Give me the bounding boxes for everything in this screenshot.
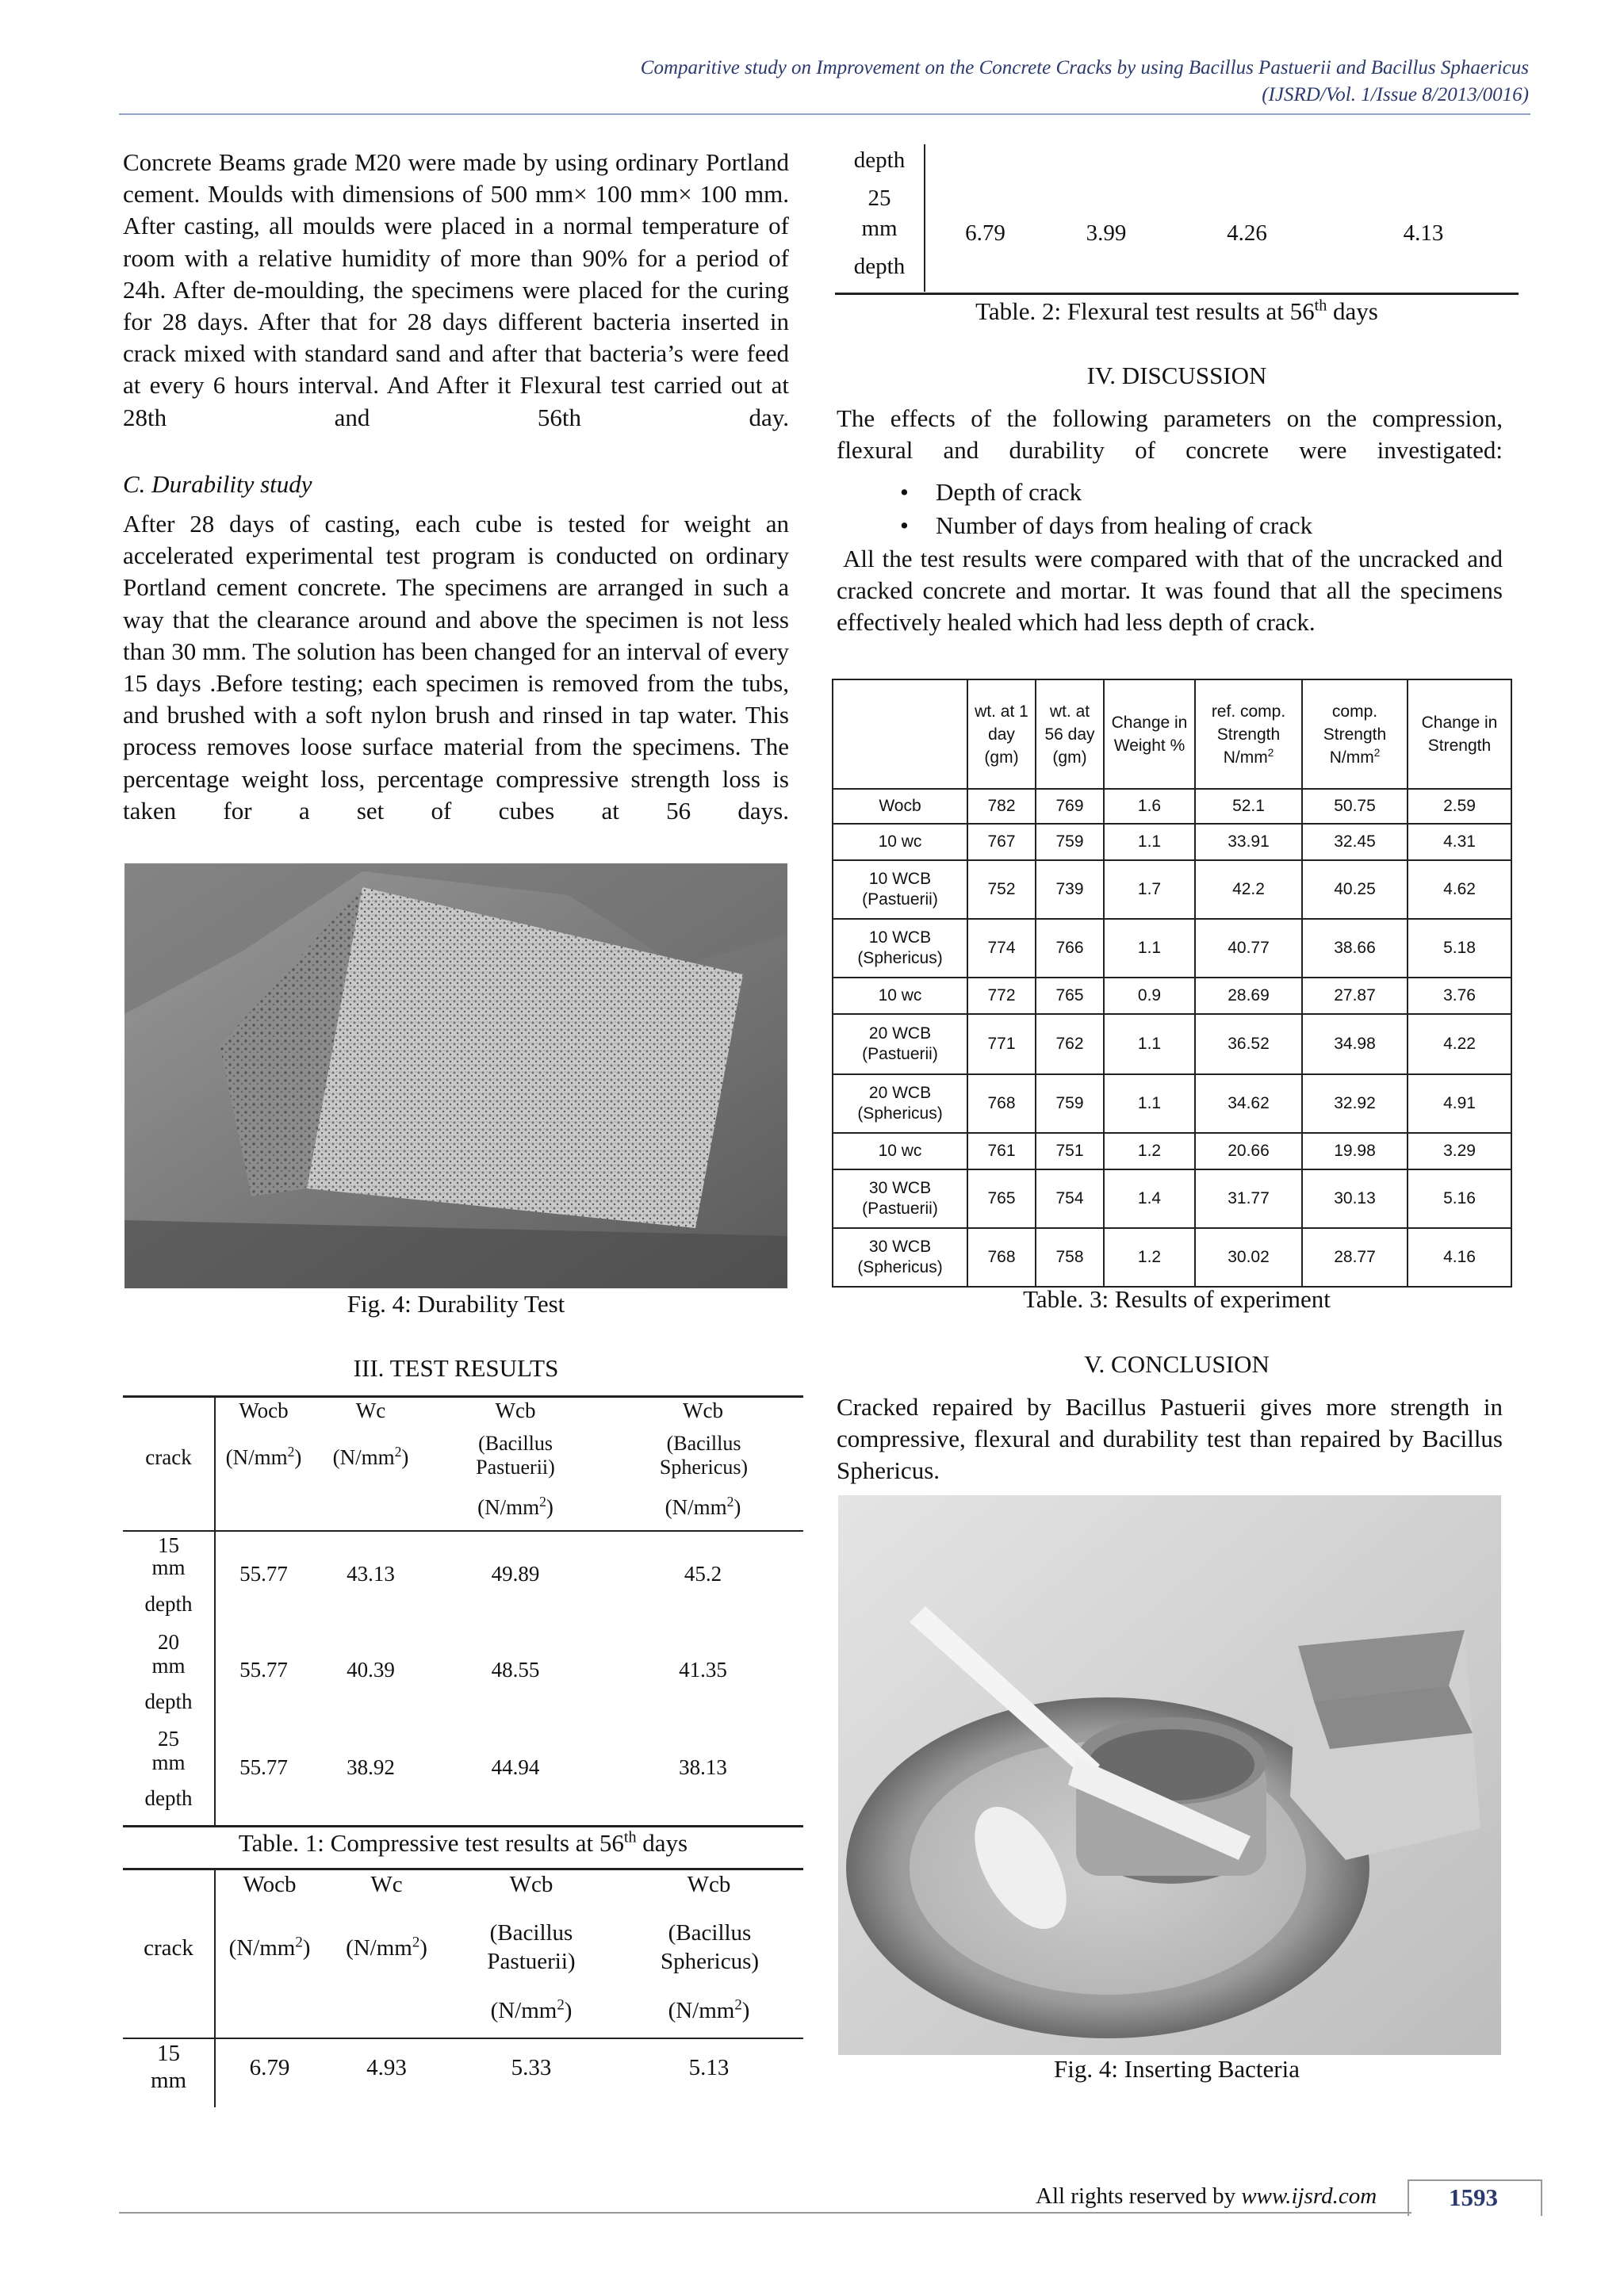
table1-cell: 44.94	[491, 1755, 540, 1779]
table3-cell: 20 WCB (Pastuerii)	[833, 1014, 967, 1074]
header-rule	[119, 113, 1530, 115]
table1-cell: 55.77	[239, 1658, 288, 1682]
table3-caption: Table. 3: Results of experiment	[1023, 1285, 1331, 1313]
table3-cell: 1.1	[1104, 919, 1195, 978]
table3-cell: 4.31	[1408, 824, 1511, 860]
table3-cell: 10 wc	[833, 824, 967, 860]
table2-row25-mm: mm	[861, 216, 898, 241]
table2-bacillus-p: (Bacillus Pastuerii)	[487, 1920, 576, 1974]
paragraph-discussion: The effects of the following parameters on the compression, flexural and durability of concrete were investigated:	[837, 404, 1503, 465]
section-conclusion-heading: V. CONCLUSION	[1084, 1350, 1270, 1378]
table3-cell: 1.2	[1104, 1228, 1195, 1287]
table1-mid-rule	[123, 1530, 803, 1532]
table3-cell: 36.52	[1195, 1014, 1302, 1074]
table3-cell: 772	[967, 978, 1036, 1014]
table2-col-wc: Wc	[370, 1872, 403, 1897]
table-row	[833, 919, 1511, 978]
table3-cell: 10 wc	[833, 978, 967, 1014]
table1-cell: 40.39	[347, 1658, 395, 1682]
table2-top-rule	[123, 1868, 803, 1870]
table3-cell: 28.77	[1302, 1228, 1408, 1287]
table2-unit-wocb: $(N/mm^2)$	[228, 1934, 311, 1961]
running-header-journal: (IJSRD/Vol. 1/Issue 8/2013/0016)	[1262, 84, 1529, 105]
table1-row25-mm: mm	[151, 1751, 186, 1774]
table3-cell: 759	[1036, 824, 1104, 860]
table2-caption: Table. 2: Flexural test results at 56th days	[975, 297, 1378, 325]
table3-cell: 768	[967, 1074, 1036, 1133]
table2-unit-wc: $(N/mm^2)$	[346, 1934, 427, 1961]
table3-cell: 752	[967, 860, 1036, 919]
table-row	[833, 978, 1511, 1014]
table3-header-change-weight: Change in Weight %	[1104, 679, 1195, 789]
footer-rule	[119, 2212, 1411, 2214]
table3-cell: 0.9	[1104, 978, 1195, 1014]
table-row	[833, 860, 1511, 919]
table3-cell: 758	[1036, 1228, 1104, 1287]
table1-top-rule	[123, 1395, 803, 1398]
table-row	[833, 1133, 1511, 1169]
table2-cell: 3.99	[1086, 220, 1127, 246]
table2-cell: 4.93	[366, 2055, 407, 2080]
table2-crack-label: crack	[144, 1935, 193, 1961]
table1-row20-size: 20	[158, 1630, 179, 1654]
paragraph-conclusion: Cracked repaired by Bacillus Pastuerii gives more strength in compressive, flexural and durability test than repaired by Bacillus Sphericus.	[837, 1393, 1503, 1485]
table3-cell: 31.77	[1195, 1169, 1302, 1228]
table1-bacillus-s: (Bacillus Sphericus)	[659, 1432, 749, 1479]
table3-cell: 762	[1036, 1014, 1104, 1074]
table2-mid-rule	[123, 2038, 803, 2039]
table3-cell: 32.45	[1302, 824, 1408, 860]
table2-unit-wcb-p: $(N/mm^2)$	[490, 1996, 573, 2023]
figure4-caption: Fig. 4: Durability Test	[347, 1290, 565, 1318]
figure4b-caption: Fig. 4: Inserting Bacteria	[1054, 2055, 1300, 2083]
table3-cell: 759	[1036, 1074, 1104, 1133]
table1-bottom-rule	[123, 1825, 803, 1827]
table3-cell: 30.02	[1195, 1228, 1302, 1287]
table3-cell: 5.18	[1408, 919, 1511, 978]
table3-cell: 1.6	[1104, 789, 1195, 824]
table3-cell: 40.77	[1195, 919, 1302, 978]
table3-cell: 34.62	[1195, 1074, 1302, 1133]
table1-unit-wcb-s: $(N/mm^2)$	[665, 1494, 741, 1519]
table2-bacillus-s: (Bacillus Sphericus)	[660, 1920, 760, 1974]
table3-cell: 766	[1036, 919, 1104, 978]
table3-cell: 20 WCB (Sphericus)	[833, 1074, 967, 1133]
table1-unit-wc: $(N/mm^2)$	[332, 1444, 409, 1469]
running-header-title: Comparitive study on Improvement on the Concrete Cracks by using Bacillus Pastuerii and Bacillus Sphaericus	[640, 57, 1529, 78]
table2-bottom-rule	[835, 293, 1519, 295]
table3-cell: 30 WCB (Pastuerii)	[833, 1169, 967, 1228]
table2-cell: 4.26	[1227, 220, 1267, 246]
table3-cell: 751	[1036, 1133, 1104, 1169]
page-number: 1593	[1449, 2183, 1498, 2211]
table1-crack-label: crack	[145, 1445, 192, 1469]
table1-row25-depth: depth	[144, 1786, 193, 1810]
table3-cell: 765	[1036, 978, 1104, 1014]
table1-col-wcb-p: Wcb	[495, 1399, 536, 1422]
table3-cell: 769	[1036, 789, 1104, 824]
durability-test-photo	[124, 863, 787, 1288]
table1-cell: 45.2	[684, 1562, 722, 1586]
table3-cell: 3.76	[1408, 978, 1511, 1014]
table3-cell: 782	[967, 789, 1036, 824]
table3-cell: 50.75	[1302, 789, 1408, 824]
table1-row15-mm: mm	[151, 1556, 186, 1579]
table1-row15-size: 15	[158, 1533, 179, 1557]
table1-cell: 38.92	[347, 1755, 395, 1779]
table2-row15-size: 15	[157, 2041, 180, 2066]
table2-row25-depth: depth	[853, 254, 906, 279]
table3-cell: 32.92	[1302, 1074, 1408, 1133]
table2-row25-size: 25	[868, 186, 891, 211]
table-row	[833, 1014, 1511, 1074]
table2-col-wocb: Wocb	[243, 1872, 297, 1897]
table2-cell: 6.79	[965, 220, 1005, 246]
table2-row15-mm: mm	[150, 2068, 187, 2093]
paragraph-results-summary: All the test results were compared with that of the uncracked and cracked concrete and mortar. It was found that all the specimens effectively healed which had less depth of crack.	[837, 545, 1503, 637]
table3-cell: 20.66	[1195, 1133, 1302, 1169]
table3-cell: 33.91	[1195, 824, 1302, 860]
table3-cell: 5.16	[1408, 1169, 1511, 1228]
table2-cont-depth: depth	[853, 147, 906, 173]
section-test-results-heading: III. TEST RESULTS	[353, 1354, 559, 1382]
footer-site-link[interactable]: www.ijsrd.com	[1241, 2183, 1377, 2209]
table1-row15-depth: depth	[144, 1592, 193, 1616]
table3-cell: 4.91	[1408, 1074, 1511, 1133]
table3-cell: 10 WCB (Sphericus)	[833, 919, 967, 978]
table3-cell: 774	[967, 919, 1036, 978]
bullet-depth-of-crack: Depth of crack	[936, 478, 1082, 506]
table3-cell: 30 WCB (Sphericus)	[833, 1228, 967, 1287]
table1-cell: 38.13	[679, 1755, 727, 1779]
table3-cell: 768	[967, 1228, 1036, 1287]
table1-unit-wocb: $(N/mm^2)$	[225, 1444, 302, 1469]
section-discussion-heading: IV. DISCUSSION	[1086, 362, 1267, 389]
table1-bacillus-p: (Bacillus Pastuerii)	[476, 1432, 555, 1479]
table1-cell: 49.89	[491, 1562, 540, 1586]
table3-cell: 34.98	[1302, 1014, 1408, 1074]
table3-cell: 1.7	[1104, 860, 1195, 919]
table3-cell: 4.62	[1408, 860, 1511, 919]
table1-cell: 48.55	[491, 1658, 540, 1682]
table1-row20-depth: depth	[144, 1689, 193, 1713]
table3-cell: 30.13	[1302, 1169, 1408, 1228]
table1-cell: 55.77	[239, 1755, 288, 1779]
table-row	[833, 1169, 1511, 1228]
table1-row25-size: 25	[158, 1727, 179, 1751]
table2-unit-wcb-s: $(N/mm^2)$	[668, 1996, 750, 2023]
table2-cont-stub-divider	[924, 144, 925, 292]
table1-col-wc: Wc	[355, 1399, 386, 1422]
table1-cell: 55.77	[239, 1562, 288, 1586]
table3-cell: 10 WCB (Pastuerii)	[833, 860, 967, 919]
table2-col-wcb-s: Wcb	[687, 1872, 731, 1897]
table3-cell: 40.25	[1302, 860, 1408, 919]
bullet-number-of-days: Number of days from healing of crack	[936, 511, 1313, 539]
table3-cell: 4.22	[1408, 1014, 1511, 1074]
table3-cell: 3.29	[1408, 1133, 1511, 1169]
inserting-bacteria-photo	[838, 1495, 1501, 2055]
table3-cell: 1.1	[1104, 1074, 1195, 1133]
table3-cell: 28.69	[1195, 978, 1302, 1014]
table3-cell: 765	[967, 1169, 1036, 1228]
table3-cell: 761	[967, 1133, 1036, 1169]
footer-rights: All rights reserved by www.ijsrd.com	[1036, 2183, 1377, 2209]
table3-cell: 1.1	[1104, 1014, 1195, 1074]
table3-cell: 52.1	[1195, 789, 1302, 824]
table3-cell: 19.98	[1302, 1133, 1408, 1169]
table1-caption: Table. 1: Compressive test results at 56th days	[238, 1828, 688, 1857]
table3-header-blank	[833, 679, 967, 789]
table3-cell: 739	[1036, 860, 1104, 919]
table3-header-ref-strength: ref. comp. Strength $N/mm^2$	[1195, 679, 1302, 789]
table3-header-row	[833, 679, 1511, 789]
table2-cell: 5.13	[688, 2055, 730, 2080]
table2-cell: 6.79	[249, 2055, 290, 2080]
bullet-icon: •	[900, 511, 909, 539]
paragraph-beams: Concrete Beams grade M20 were made by using ordinary Portland cement. Moulds with dimensions of 500 mm× 100 mm× 100 mm. After casting, all moulds were placed in a normal temperature of room with a relative humidity of more than 90% for a period of 24h. After de-moulding, the specimens were placed for the curing for 28 days. After that for 28 days different bacteria inserted in crack mixed with standard sand and after that bacteria’s were feed at every 6 hours interval. And After it Flexural test carried out at 28th and 56th day.	[123, 148, 789, 431]
table3-cell: 27.87	[1302, 978, 1408, 1014]
table-row	[833, 1228, 1511, 1287]
table3-cell: 1.1	[1104, 824, 1195, 860]
table-row	[833, 1074, 1511, 1133]
table3-results	[832, 679, 1512, 1288]
table1-row20-mm: mm	[151, 1654, 186, 1678]
table1-cell: 43.13	[347, 1562, 395, 1586]
table3-cell: 38.66	[1302, 919, 1408, 978]
table3-header-comp-strength: comp. Strength $N/mm^2$	[1302, 679, 1408, 789]
table3-cell: 2.59	[1408, 789, 1511, 824]
table3-cell: 42.2	[1195, 860, 1302, 919]
table2-col-wcb-p: Wcb	[509, 1872, 553, 1897]
table3-header-wt56: wt. at 56 day (gm)	[1036, 679, 1104, 789]
table-row	[833, 789, 1511, 824]
table3-cell: 4.16	[1408, 1228, 1511, 1287]
table1-col-wcb-s: Wcb	[683, 1399, 723, 1422]
table3-header-change-strength: Change in Strength	[1408, 679, 1511, 789]
table3-cell: 10 wc	[833, 1133, 967, 1169]
table3-header-wt1: wt. at 1 day (gm)	[967, 679, 1036, 789]
table3-cell: 1.2	[1104, 1133, 1195, 1169]
table1-col-wocb: Wocb	[239, 1399, 289, 1422]
subsection-durability-study: C. Durability study	[123, 470, 312, 498]
table1-cell: 41.35	[679, 1658, 727, 1682]
table1-unit-wcb-p: $(N/mm^2)$	[477, 1494, 553, 1519]
table2-cell: 5.33	[511, 2055, 552, 2080]
table3-cell: 754	[1036, 1169, 1104, 1228]
table3-cell: Wocb	[833, 789, 967, 824]
bullet-icon: •	[900, 478, 909, 506]
table3-cell: 767	[967, 824, 1036, 860]
table3-cell: 771	[967, 1014, 1036, 1074]
table3-cell: 1.4	[1104, 1169, 1195, 1228]
paragraph-durability: After 28 days of casting, each cube is tested for weight an accelerated experimental test program is conducted on ordinary Portland cement concrete. The specimens are arranged in such a way that the clearance around and above the specimen is not less than 30 mm. The solution has been changed for an interval of every 15 days .Before testing; each specimen is removed from the tubs, and brushed with a soft nylon brush and rinsed in tap water. This process removes loose surface material from the specimens. The percentage weight loss, percentage compressive strength loss is taken for a set of cubes at 56 days.	[123, 510, 789, 825]
table2-cell: 4.13	[1403, 220, 1444, 246]
table-row	[833, 824, 1511, 860]
